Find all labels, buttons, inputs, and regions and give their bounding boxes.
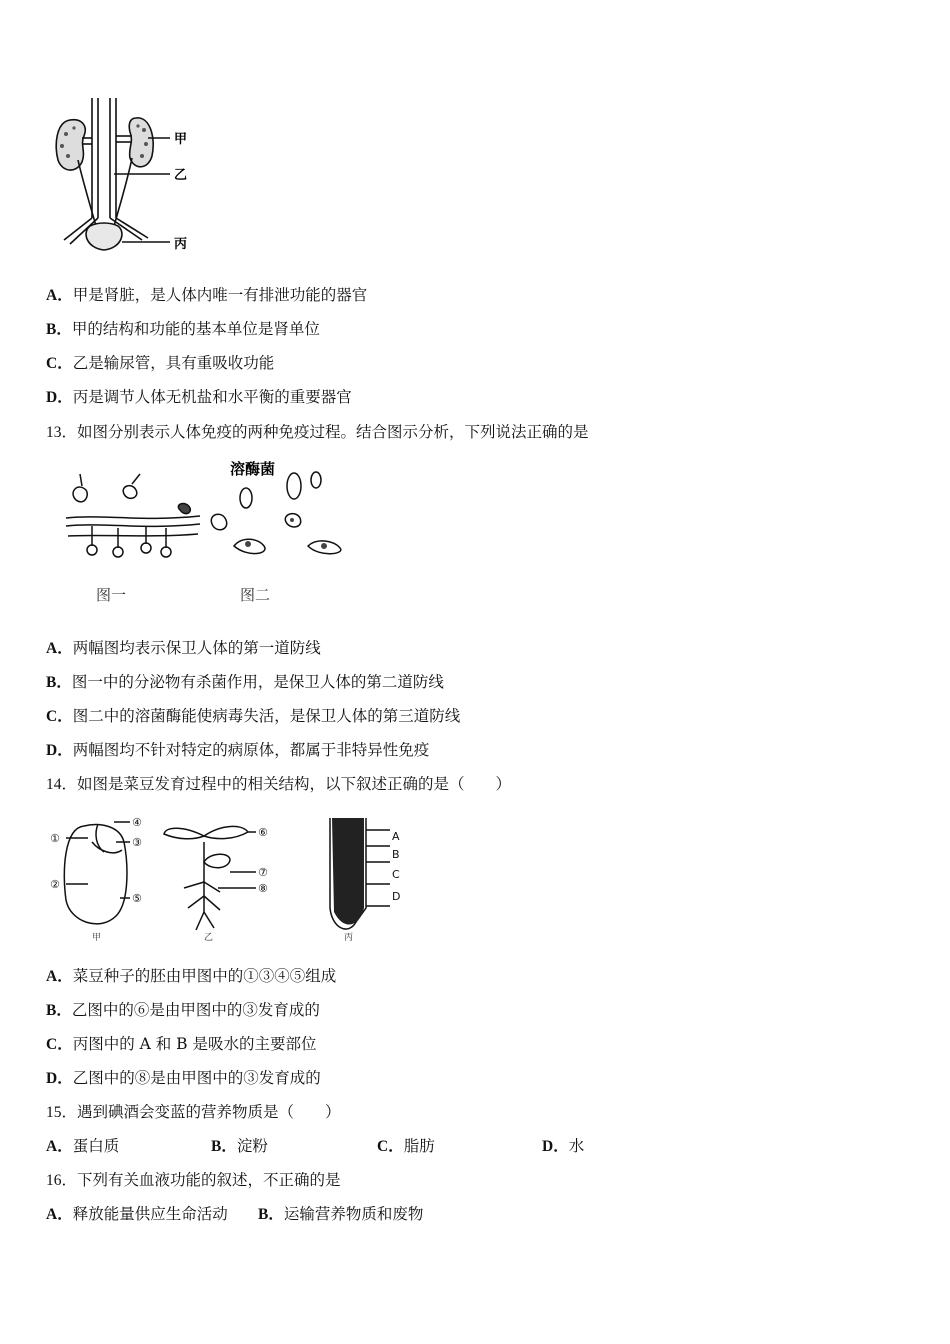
- option-letter: C．: [46, 708, 73, 725]
- option-text: 水: [568, 1137, 585, 1155]
- q13-stem: [46, 422, 589, 443]
- option-text: 运输营养物质和废物: [283, 1205, 424, 1223]
- q16-options-row: [46, 1204, 746, 1224]
- option-letter: B．: [46, 321, 72, 338]
- option-text: 甲是肾脏，是人体内唯一有排泄功能的器官: [72, 286, 368, 304]
- option-letter: B．: [258, 1206, 284, 1223]
- q14-option-d: [46, 1068, 321, 1089]
- option-letter: C．: [46, 1036, 73, 1053]
- bean-caption-jia: 甲: [92, 933, 102, 943]
- q15-stem: [46, 1102, 341, 1123]
- bean-development-figure: [44, 812, 414, 944]
- question-number: 13．: [46, 424, 78, 441]
- q14-stem: [46, 774, 511, 795]
- option-text: 脂肪: [403, 1137, 435, 1155]
- option-text: 两幅图均表示保卫人体的第一道防线: [72, 639, 321, 657]
- bean-caption-bing: 丙: [344, 933, 354, 943]
- q14-option-c: [46, 1034, 317, 1055]
- option-text: 乙图中的⑥是由甲图中的③发育成的: [71, 1001, 320, 1019]
- lysozyme-label: 溶酶菌: [230, 460, 276, 478]
- ureter-label-yi: 乙: [174, 168, 188, 183]
- q13-option-a: [46, 638, 321, 659]
- urinary-system-diagram: [52, 98, 202, 258]
- question-number: 16．: [46, 1172, 78, 1189]
- q16-option-a: [46, 1204, 228, 1225]
- seedling-mark-7: ⑦: [258, 866, 268, 879]
- option-letter: D．: [46, 389, 73, 406]
- figure-one-caption: 图一: [96, 586, 127, 604]
- option-text: 甲的结构和功能的基本单位是肾单位: [71, 320, 320, 338]
- q15-option-c: [377, 1136, 435, 1157]
- question-number: 14．: [46, 776, 78, 793]
- option-text: 图一中的分泌物有杀菌作用，是保卫人体的第二道防线: [71, 673, 444, 691]
- root-mark-d: D: [392, 890, 401, 903]
- q15-option-d: [542, 1136, 584, 1157]
- option-letter: D．: [46, 1070, 73, 1087]
- q16-stem: [46, 1170, 341, 1191]
- option-letter: B．: [46, 1002, 72, 1019]
- option-letter: C．: [46, 355, 73, 372]
- q12-option-d: [46, 387, 352, 408]
- question-text: 如图是菜豆发育过程中的相关结构，以下叙述正确的是（ ）: [77, 775, 512, 793]
- seedling-mark-6: ⑥: [258, 826, 268, 839]
- option-letter: D．: [542, 1138, 569, 1155]
- root-mark-b: B: [392, 848, 400, 861]
- option-letter: A．: [46, 968, 73, 985]
- immune-figure: [62, 456, 362, 612]
- option-letter: A．: [46, 1138, 73, 1155]
- bean-development-diagram: [44, 812, 414, 944]
- figure-two-caption: 图二: [240, 586, 271, 604]
- option-text: 图二中的溶菌酶能使病毒失活，是保卫人体的第三道防线: [72, 707, 461, 725]
- q14-option-a: [46, 966, 336, 987]
- q14-option-b: [46, 1000, 320, 1021]
- q13-option-b: [46, 672, 444, 693]
- kidney-label-jia: 甲: [174, 132, 188, 147]
- question-text: 下列有关血液功能的叙述，不正确的是: [77, 1171, 341, 1189]
- q12-option-b: [46, 319, 320, 340]
- option-text: 蛋白质: [72, 1137, 120, 1155]
- option-letter: A．: [46, 287, 73, 304]
- option-text: 乙图中的⑧是由甲图中的③发育成的: [72, 1069, 321, 1087]
- option-text: 两幅图均不针对特定的病原体，都属于非特异性免疫: [72, 741, 430, 759]
- option-letter: B．: [46, 674, 72, 691]
- question-text: 如图分别表示人体免疫的两种免疫过程。结合图示分析，下列说法正确的是: [77, 423, 589, 441]
- q15-option-b: [211, 1136, 268, 1157]
- root-mark-a: A: [392, 830, 400, 843]
- q15-options-row: [46, 1136, 746, 1156]
- option-letter: A．: [46, 640, 73, 657]
- option-text: 丙图中的 A 和 B 是吸水的主要部位: [72, 1035, 317, 1053]
- q12-option-c: [46, 353, 274, 374]
- q15-option-a: [46, 1136, 119, 1157]
- option-letter: B．: [211, 1138, 237, 1155]
- option-letter: C．: [377, 1138, 404, 1155]
- option-text: 释放能量供应生命活动: [72, 1205, 228, 1223]
- q12-option-a: [46, 285, 367, 306]
- question-text: 遇到碘酒会变蓝的营养物质是（ ）: [77, 1103, 341, 1121]
- seed-mark-4: ④: [132, 816, 142, 829]
- option-text: 乙是输尿管，具有重吸收功能: [72, 354, 275, 372]
- option-letter: A．: [46, 1206, 73, 1223]
- option-letter: D．: [46, 742, 73, 759]
- seed-mark-3: ③: [132, 836, 142, 849]
- bladder-label-bing: 丙: [174, 237, 188, 252]
- q13-option-d: [46, 740, 429, 761]
- seed-mark-2: ②: [50, 878, 60, 891]
- question-number: 15．: [46, 1104, 78, 1121]
- root-mark-c: C: [392, 868, 400, 881]
- q13-option-c: [46, 706, 460, 727]
- seedling-mark-8: ⑧: [258, 882, 268, 895]
- immune-diagram: [62, 456, 362, 612]
- seed-mark-1: ①: [50, 832, 60, 845]
- option-text: 菜豆种子的胚由甲图中的①③④⑤组成: [72, 967, 337, 985]
- option-text: 丙是调节人体无机盐和水平衡的重要器官: [72, 388, 352, 406]
- seed-mark-5: ⑤: [132, 892, 142, 905]
- q16-option-b: [258, 1204, 423, 1225]
- urinary-system-figure: [52, 98, 202, 258]
- option-text: 淀粉: [236, 1137, 268, 1155]
- bean-caption-yi: 乙: [204, 933, 214, 943]
